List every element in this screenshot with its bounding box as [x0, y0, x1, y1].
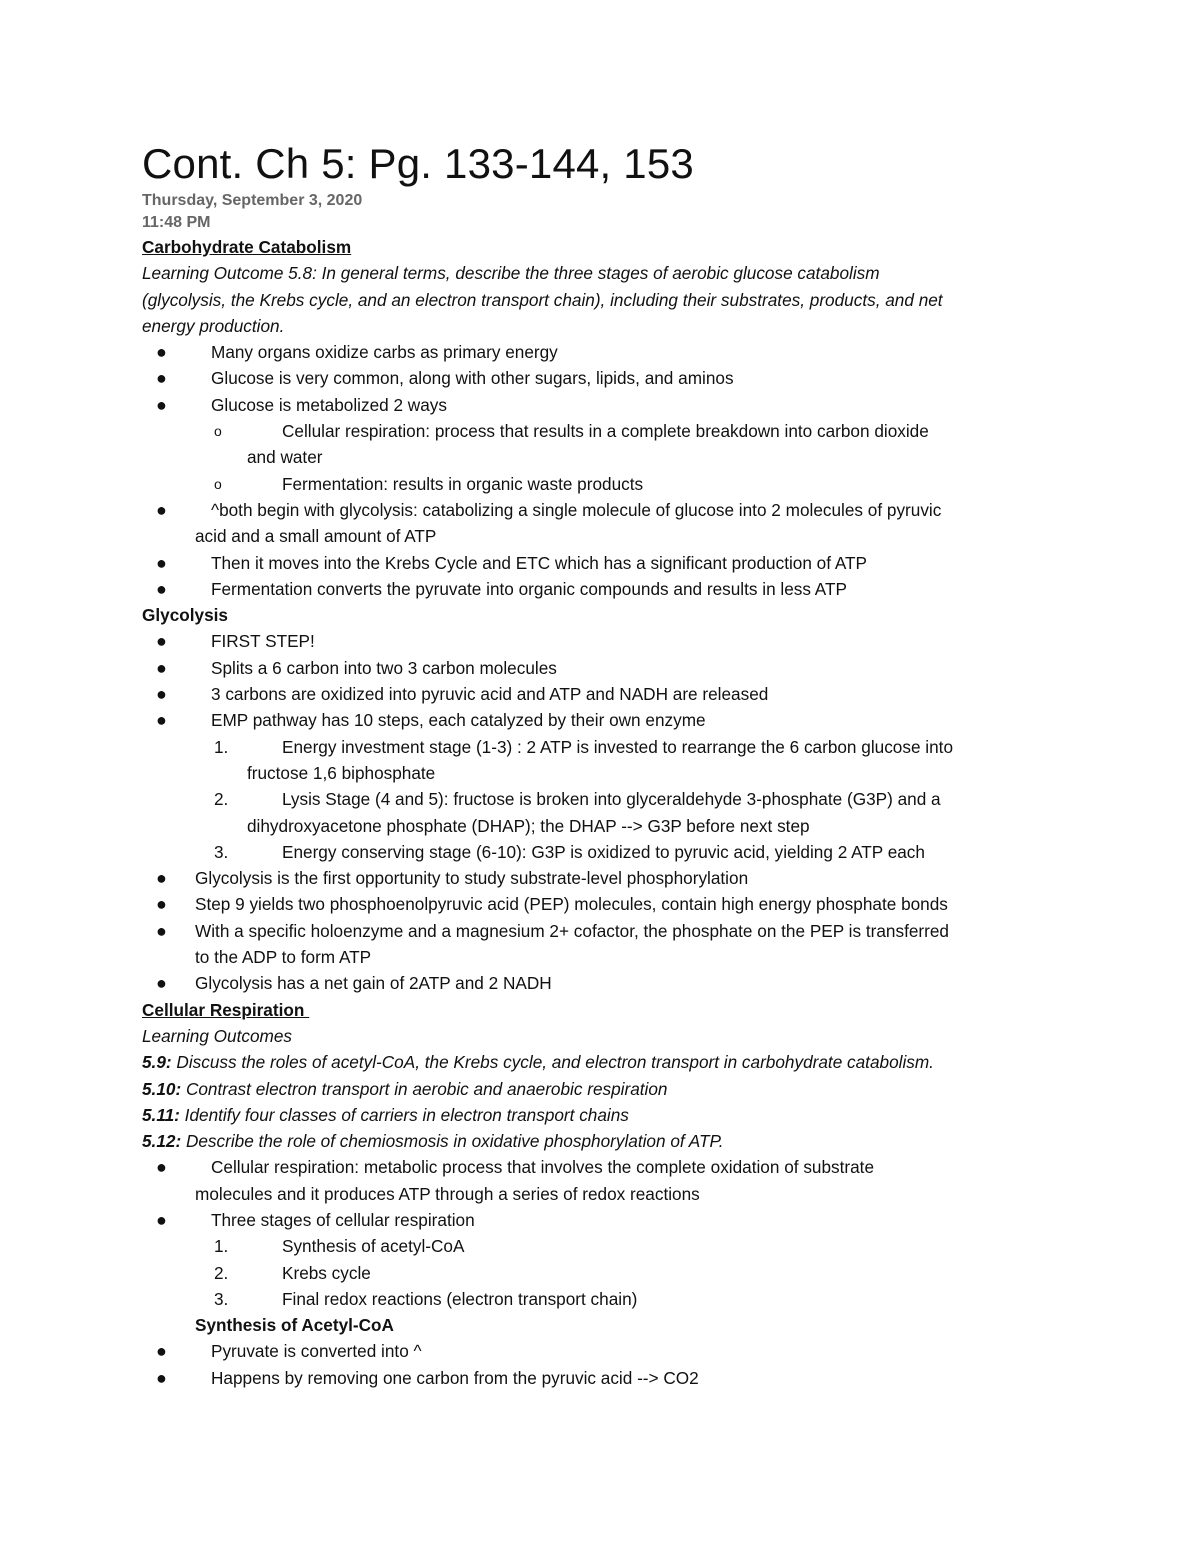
numbered-item: 2. Lysis Stage (4 and 5): fructose is broken into glyceraldehyde 3-phosphate (G3P) and a [214, 789, 941, 810]
hollow-bullet-icon: o [214, 475, 222, 492]
bullet-icon: ● [156, 710, 167, 731]
bullet-icon: ● [156, 973, 167, 994]
subsection-heading-acetyl-coa: Synthesis of Acetyl-CoA [195, 1315, 394, 1336]
numbered-item: 3. Energy conserving stage (6-10): G3P is oxidized to pyruvic acid, yielding 2 ATP each [214, 841, 925, 862]
sub-list-item: o Fermentation: results in organic waste products [142, 471, 1082, 497]
bullet-icon: ● [156, 1209, 167, 1230]
bullet-icon: ● [156, 1341, 167, 1362]
bullet-icon: ● [156, 368, 167, 389]
bullet-icon: ● [156, 894, 167, 915]
bullet-icon: ● [156, 684, 167, 705]
list-item: ● Glycolysis has a net gain of 2ATP and 2 NADH [142, 970, 1082, 996]
learning-outcome-line: 5.11: Identify four classes of carriers in electron transport chains [142, 1104, 629, 1125]
list-item: ● Fermentation converts the pyruvate into organic compounds and results in less ATP [142, 576, 1082, 602]
list-item: ● Many organs oxidize carbs as primary energy [142, 339, 1082, 365]
bullet-icon: ● [156, 394, 167, 415]
learning-outcome-line: (glycolysis, the Krebs cycle, and an electron transport chain), including their substrates, products, and net [142, 289, 943, 310]
learning-outcome-line: 5.12: Describe the role of chemiosmosis in oxidative phosphorylation of ATP. [142, 1131, 724, 1152]
section-heading-carbohydrate-catabolism: Carbohydrate Catabolism [142, 237, 352, 257]
list-item: ● Splits a 6 carbon into two 3 carbon molecules [142, 655, 1082, 681]
list-item-continuation: to the ADP to form ATP [195, 947, 372, 968]
list-item: ● 3 carbons are oxidized into pyruvic acid and ATP and NADH are released [142, 681, 1082, 707]
section-heading-glycolysis: Glycolysis [142, 605, 228, 626]
learning-outcome-line: energy production. [142, 315, 285, 336]
list-item: ● Glucose is metabolized 2 ways [142, 392, 1082, 418]
note-time: 11:48 PM [142, 214, 211, 231]
numbered-item: 1. Energy investment stage (1-3) : 2 ATP is invested to rearrange the 6 carbon glucose into [214, 736, 953, 757]
numbered-item-continuation: fructose 1,6 biphosphate [247, 762, 436, 783]
list-item-continuation: acid and a small amount of ATP [195, 526, 437, 547]
note-date: Thursday, September 3, 2020 [142, 192, 363, 209]
learning-outcomes-title: Learning Outcomes [142, 1025, 292, 1046]
learning-outcome-line: 5.10: Contrast electron transport in aerobic and anaerobic respiration [142, 1078, 668, 1099]
numbered-item: 2. Krebs cycle [214, 1262, 371, 1283]
list-item: ● Cellular respiration: metabolic process that involves the complete oxidation of substrate [142, 1154, 1082, 1180]
bullet-icon: ● [156, 342, 167, 363]
note-page [142, 140, 1082, 1391]
sub-list-item-continuation: and water [247, 447, 323, 468]
bullet-icon: ● [156, 1157, 167, 1178]
list-item-continuation: molecules and it produces ATP through a series of redox reactions [195, 1183, 700, 1204]
hollow-bullet-icon: o [214, 423, 222, 440]
learning-outcome-line: 5.9: Discuss the roles of acetyl-CoA, the Krebs cycle, and electron transport in carbohydrate catabolism. [142, 1052, 934, 1073]
list-item: ● EMP pathway has 10 steps, each catalyzed by their own enzyme [142, 707, 1082, 733]
numbered-item: 3. Final redox reactions (electron transport chain) [214, 1288, 638, 1309]
bullet-icon: ● [156, 920, 167, 941]
bullet-icon: ● [156, 657, 167, 678]
list-item: ● With a specific holoenzyme and a magnesium 2+ cofactor, the phosphate on the PEP is transferred [142, 918, 1082, 944]
numbered-item: 1. Synthesis of acetyl-CoA [214, 1236, 465, 1257]
bullet-icon: ● [156, 552, 167, 573]
list-item: ● Pyruvate is converted into ^ [142, 1338, 1082, 1364]
list-item: ● FIRST STEP! [142, 628, 1082, 654]
bullet-icon: ● [156, 868, 167, 889]
list-item: ● Happens by removing one carbon from the pyruvic acid --> CO2 [142, 1365, 1082, 1391]
bullet-icon: ● [156, 631, 167, 652]
list-item: ● ^both begin with glycolysis: catabolizing a single molecule of glucose into 2 molecules of pyruvic [142, 497, 1082, 523]
page-title: Cont. Ch 5: Pg. 133-144, 153 [142, 140, 694, 187]
list-item: ● Glucose is very common, along with other sugars, lipids, and aminos [142, 365, 1082, 391]
bullet-icon: ● [156, 1367, 167, 1388]
learning-outcome-line: Learning Outcome 5.8: In general terms, describe the three stages of aerobic glucose catabolism [142, 263, 880, 284]
bullet-icon: ● [156, 578, 167, 599]
bullet-icon: ● [156, 499, 167, 520]
section-heading-cellular-respiration: Cellular Respiration [142, 999, 310, 1020]
sub-list-item: o Cellular respiration: process that results in a complete breakdown into carbon dioxide [142, 418, 1082, 444]
list-item: ● Glycolysis is the first opportunity to study substrate-level phosphorylation [142, 865, 1082, 891]
list-item: ● Step 9 yields two phosphoenolpyruvic acid (PEP) molecules, contain high energy phosphate bonds [142, 891, 1082, 917]
list-item: ● Three stages of cellular respiration [142, 1207, 1082, 1233]
list-item: ● Then it moves into the Krebs Cycle and ETC which has a significant production of ATP [142, 550, 1082, 576]
numbered-item-continuation: dihydroxyacetone phosphate (DHAP); the DHAP --> G3P before next step [247, 815, 810, 836]
